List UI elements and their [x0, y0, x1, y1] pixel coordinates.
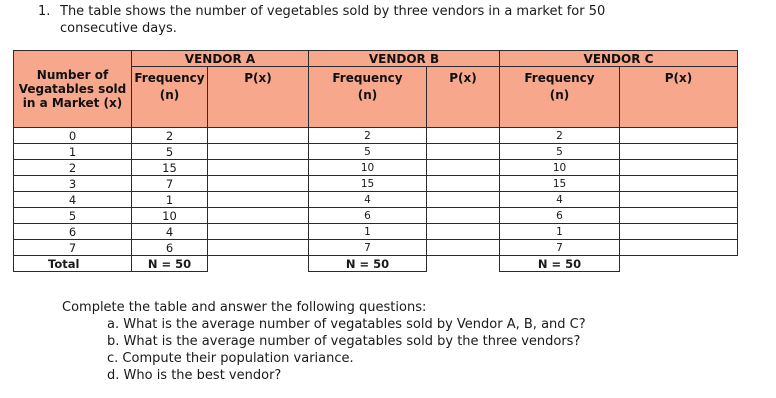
vendor-c-px-cell[interactable] [620, 128, 738, 144]
row-header-line-3: in a Market (x) [22, 96, 123, 110]
freq-unit: (n) [357, 88, 378, 102]
problem-statement [38, 3, 678, 37]
vendor-a-px-cell[interactable] [208, 176, 309, 192]
vendor-a-total: N = 50 [132, 256, 208, 272]
vendor-b-frequency-cell: 4 [309, 192, 427, 208]
vendor-a-px-cell[interactable] [208, 224, 309, 240]
total-label: Total [14, 256, 132, 272]
question-item: d. Who is the best vendor? [107, 368, 282, 383]
vendor-c-px-cell[interactable] [620, 240, 738, 256]
vendor-b-frequency-cell: 2 [309, 128, 427, 144]
freq-unit: (n) [549, 88, 570, 102]
vendor-a-px-cell[interactable] [208, 144, 309, 160]
vendor-b-frequency-cell: 7 [309, 240, 427, 256]
vendor-a-frequency-cell: 15 [132, 160, 208, 176]
vendor-a-frequency-cell: 4 [132, 224, 208, 240]
vendor-b-header: VENDOR B [309, 51, 500, 67]
vendor-a-px-cell[interactable] [208, 160, 309, 176]
table-row [14, 144, 738, 160]
table-row [14, 176, 738, 192]
vendor-b-frequency-header [309, 67, 427, 128]
question-item: a. What is the average number of vegatables sold by Vendor A, B, and C? [107, 317, 586, 332]
vendor-b-px-cell[interactable] [427, 128, 500, 144]
vendor-a-header: VENDOR A [132, 51, 309, 67]
x-cell: 6 [14, 224, 132, 240]
vendor-c-px-cell[interactable] [620, 144, 738, 160]
vendor-b-px-header: P(x) [427, 67, 500, 128]
vendor-c-px-cell[interactable] [620, 176, 738, 192]
vendor-c-px-header: P(x) [620, 67, 738, 128]
problem-number: 1. [38, 4, 51, 19]
vendor-c-frequency-cell: 4 [500, 192, 620, 208]
vendor-a-px-cell[interactable] [208, 240, 309, 256]
vendor-b-frequency-cell: 1 [309, 224, 427, 240]
x-cell: 4 [14, 192, 132, 208]
table-row [14, 240, 738, 256]
question-list [62, 316, 586, 384]
questions-lead: Complete the table and answer the following questions: [62, 300, 427, 315]
vendor-a-frequency-cell: 10 [132, 208, 208, 224]
empty-cell [427, 256, 500, 272]
vendor-b-px-cell[interactable] [427, 224, 500, 240]
freq-label: Frequency [134, 71, 205, 85]
vendor-c-frequency-cell: 10 [500, 160, 620, 176]
x-cell: 7 [14, 240, 132, 256]
vendor-b-px-cell[interactable] [427, 192, 500, 208]
vendor-b-frequency-cell: 10 [309, 160, 427, 176]
vendor-a-frequency-cell: 6 [132, 240, 208, 256]
vendor-b-px-cell[interactable] [427, 240, 500, 256]
vendor-a-frequency-cell: 2 [132, 128, 208, 144]
freq-unit: (n) [159, 88, 180, 102]
x-cell: 5 [14, 208, 132, 224]
x-cell: 2 [14, 160, 132, 176]
vendor-c-px-cell[interactable] [620, 160, 738, 176]
table-row [14, 160, 738, 176]
table-row [14, 208, 738, 224]
problem-text-line-1: The table shows the number of vegetables sold by three vendors in a market for 50 [60, 4, 606, 19]
vendor-a-frequency-cell: 1 [132, 192, 208, 208]
vendor-c-frequency-cell: 5 [500, 144, 620, 160]
vendor-c-px-cell[interactable] [620, 192, 738, 208]
vendor-b-frequency-cell: 5 [309, 144, 427, 160]
vendor-a-px-cell[interactable] [208, 208, 309, 224]
row-header-cell [14, 51, 132, 128]
vendor-c-frequency-header [500, 67, 620, 128]
row-header-line-1: Number of [36, 68, 109, 82]
vendor-c-frequency-cell: 2 [500, 128, 620, 144]
vegetable-sales-table [13, 50, 738, 272]
vendor-a-px-cell[interactable] [208, 192, 309, 208]
vendor-a-px-header: P(x) [208, 67, 309, 128]
vendor-b-px-cell[interactable] [427, 208, 500, 224]
question-item: b. What is the average number of vegatables sold by the three vendors? [107, 334, 581, 349]
vendor-a-frequency-cell: 5 [132, 144, 208, 160]
vendor-b-px-cell[interactable] [427, 160, 500, 176]
vendor-c-px-cell[interactable] [620, 208, 738, 224]
empty-cell [620, 256, 738, 272]
freq-label: Frequency [332, 71, 403, 85]
vendor-a-frequency-header [132, 67, 208, 128]
vendor-c-total: N = 50 [500, 256, 620, 272]
table-row [14, 128, 738, 144]
table-row [14, 192, 738, 208]
vendor-c-frequency-cell: 15 [500, 176, 620, 192]
vendor-a-px-cell[interactable] [208, 128, 309, 144]
freq-label: Frequency [524, 71, 595, 85]
vendor-a-frequency-cell: 7 [132, 176, 208, 192]
vendor-header-row [14, 51, 738, 67]
question-item: c. Compute their population variance. [107, 351, 354, 366]
row-header-line-2: Vegatables sold [18, 82, 127, 96]
vendor-c-frequency-cell: 1 [500, 224, 620, 240]
vendor-c-frequency-cell: 7 [500, 240, 620, 256]
vendor-b-px-cell[interactable] [427, 176, 500, 192]
questions-block [62, 299, 586, 384]
vendor-c-px-cell[interactable] [620, 224, 738, 240]
vendor-c-header: VENDOR C [500, 51, 738, 67]
x-cell: 1 [14, 144, 132, 160]
vendor-c-frequency-cell: 6 [500, 208, 620, 224]
vendor-b-px-cell[interactable] [427, 144, 500, 160]
x-cell: 0 [14, 128, 132, 144]
total-row [14, 256, 738, 272]
empty-cell [208, 256, 309, 272]
vendor-b-frequency-cell: 6 [309, 208, 427, 224]
x-cell: 3 [14, 176, 132, 192]
vendor-b-total: N = 50 [309, 256, 427, 272]
vendor-b-frequency-cell: 15 [309, 176, 427, 192]
problem-text-line-2: consecutive days. [60, 21, 177, 36]
table-row [14, 224, 738, 240]
